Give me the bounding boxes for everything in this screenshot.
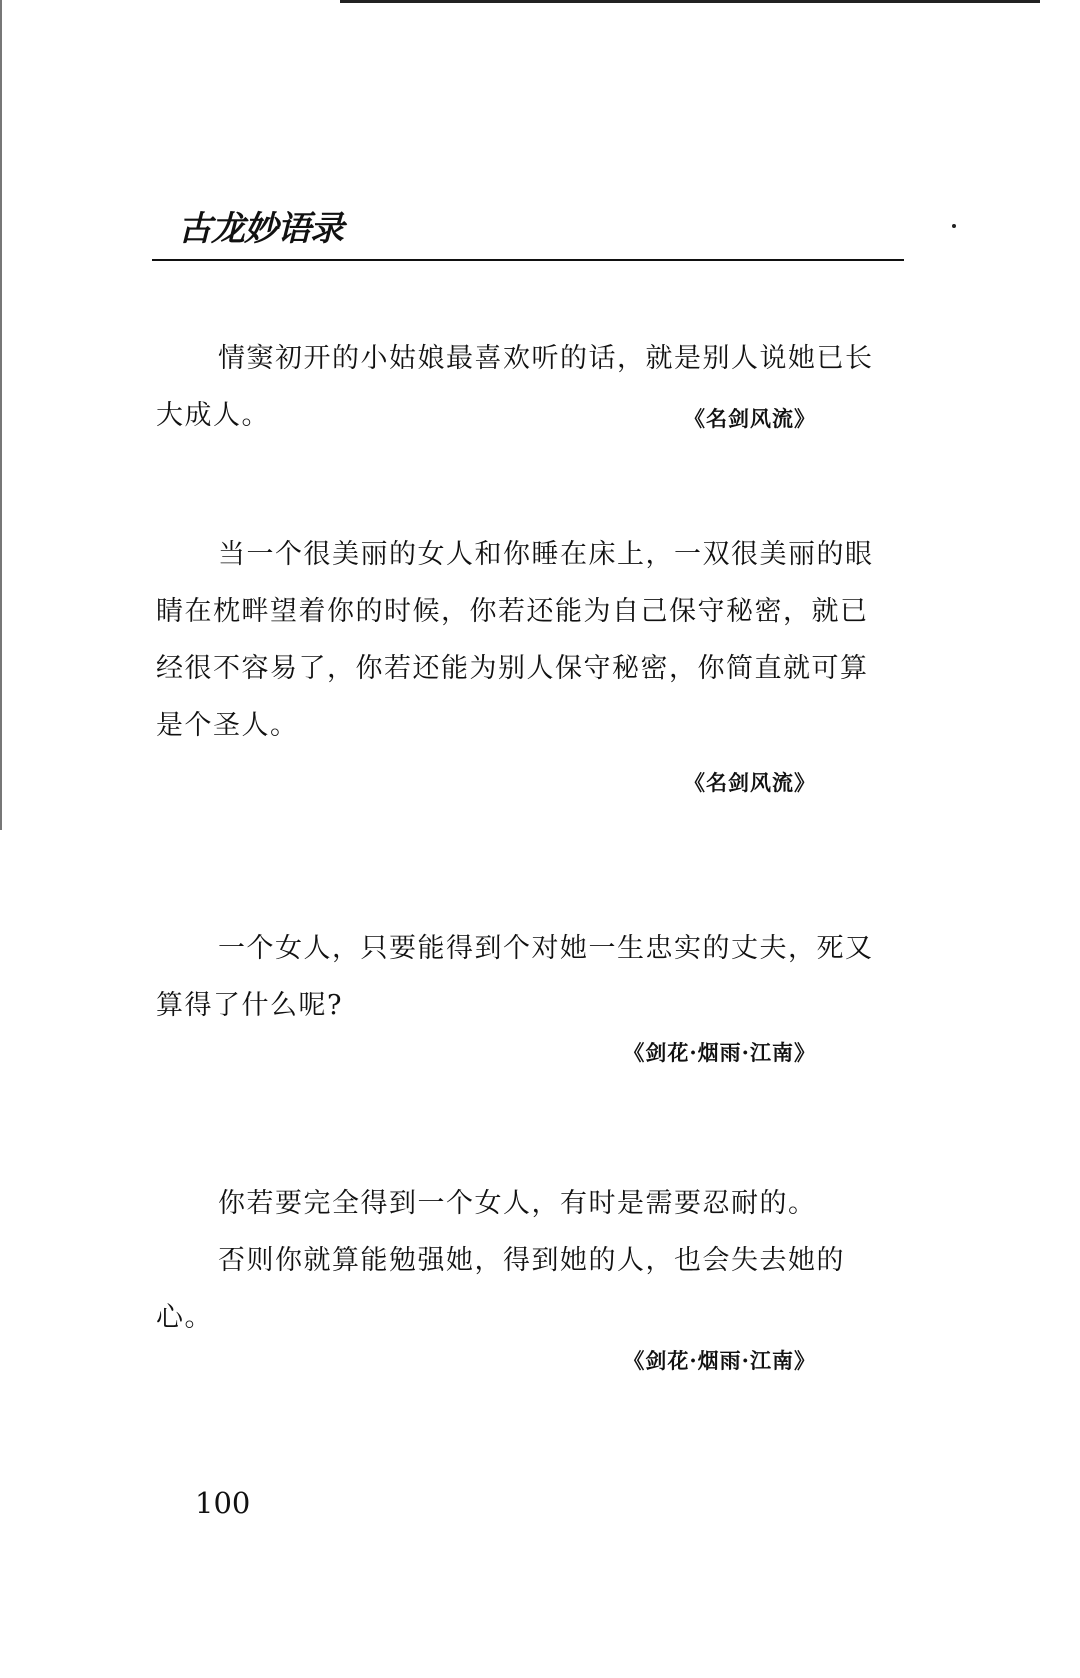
quote-3-source: 《剑花·烟雨·江南》	[623, 1040, 816, 1065]
running-header	[152, 205, 904, 261]
quote-line: 你若要完全得到一个女人，有时是需要忍耐的。	[218, 1188, 817, 1219]
quote-line: 一个女人，只要能得到个对她一生忠实的丈夫，死又	[218, 933, 874, 964]
quote-2-source: 《名剑风流》	[684, 770, 816, 795]
quote-line: 睛在枕畔望着你的时候，你若还能为自己保守秘密，就已	[156, 596, 869, 627]
scan-left-edge	[0, 0, 2, 830]
quote-line: 情窦初开的小姑娘最喜欢听的话，就是别人说她已长	[218, 343, 874, 374]
page-number: 100	[195, 1486, 251, 1520]
quote-2	[156, 526, 908, 754]
scan-speck	[952, 224, 956, 228]
quote-1-source: 《名剑风流》	[684, 406, 816, 431]
book-title: 古龙妙语录	[178, 209, 343, 249]
quote-line: 大成人。	[156, 400, 270, 431]
quote-4-source: 《剑花·烟雨·江南》	[623, 1348, 816, 1373]
quote-line: 当一个很美丽的女人和你睡在床上，一双很美丽的眼	[218, 539, 874, 570]
quote-4	[156, 1175, 908, 1346]
quote-3	[156, 920, 908, 1034]
quote-line: 经很不容易了，你若还能为别人保守秘密，你简直就可算	[156, 653, 869, 684]
quote-line: 是个圣人。	[156, 710, 299, 741]
quote-line: 算得了什么呢?	[156, 990, 343, 1021]
quote-line: 心。	[156, 1302, 213, 1333]
scan-top-edge	[340, 0, 1040, 3]
quote-line: 否则你就算能勉强她，得到她的人，也会失去她的	[218, 1245, 845, 1276]
